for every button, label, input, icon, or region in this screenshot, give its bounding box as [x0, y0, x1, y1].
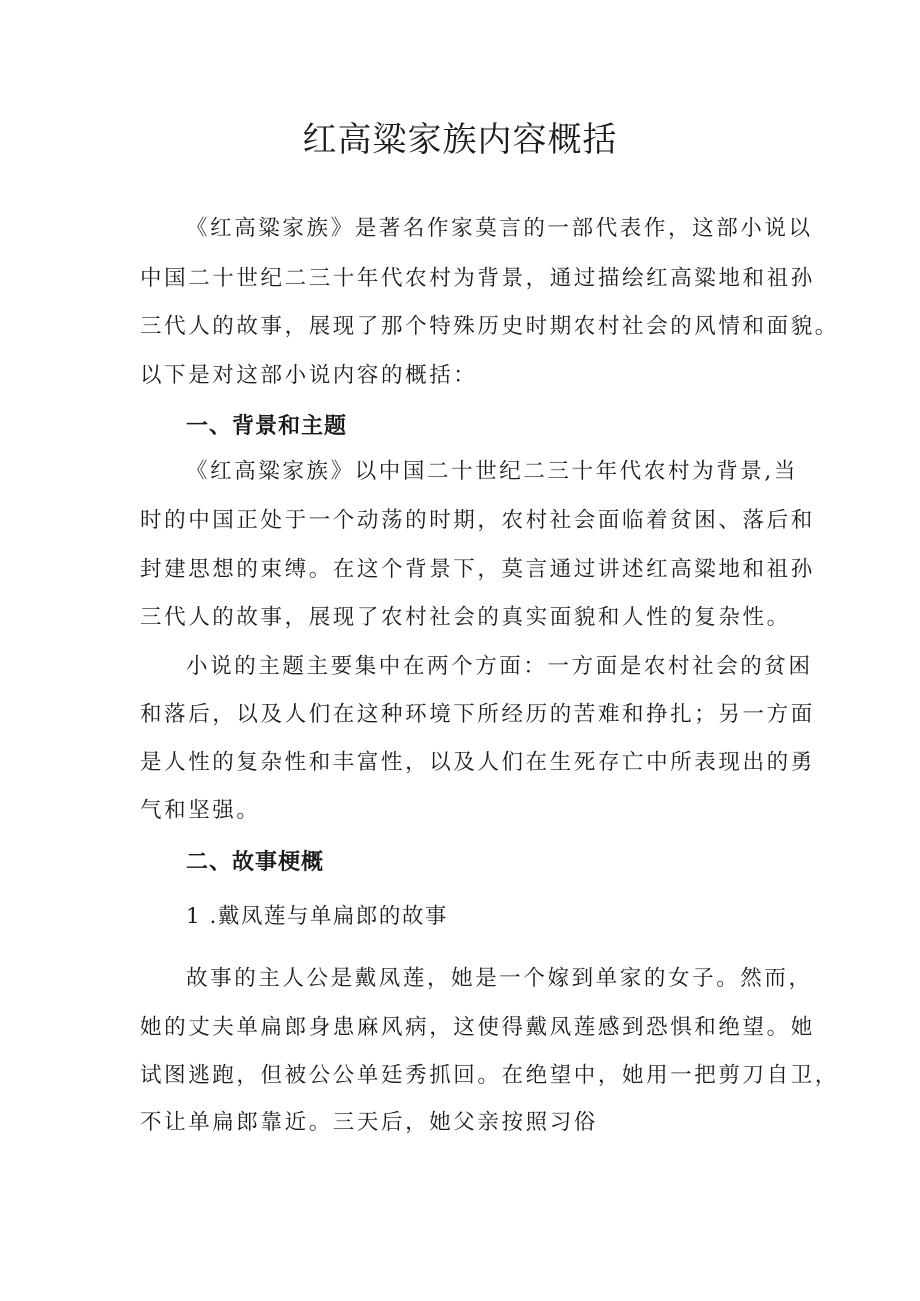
body-line: 是人性的复杂性和丰富性，以及人们在生死存亡中所表现出的勇 [140, 750, 815, 775]
body-line: 三代人的故事，展现了农村社会的真实面貌和人性的复杂性。 [140, 605, 791, 630]
intro-line: 中国二十世纪二三十年代农村为背景，通过描绘红高粱地和祖孙 [140, 266, 815, 291]
subsection-heading: 1 .戴凤莲与单扁郎的故事 [186, 904, 448, 929]
body-line: 她的丈夫单扁郎身患麻风病，这使得戴凤莲感到恐惧和绝望。她 [140, 1015, 815, 1040]
body-line: 时的中国正处于一个动荡的时期，农村社会面临着贫困、落后和 [140, 508, 815, 533]
intro-line: 以下是对这部小说内容的概括： [140, 363, 478, 388]
body-line: 故事的主人公是戴凤莲，她是一个嫁到单家的女子。然而， [186, 966, 813, 991]
body-line: 不让单扁郎靠近。三天后，她父亲按照习俗 [140, 1110, 598, 1135]
page-title: 红高粱家族内容概括 [302, 120, 618, 160]
section-heading-plot: 二、故事梗概 [186, 850, 325, 875]
section-heading-background: 一、背景和主题 [186, 414, 348, 439]
body-line: 小说的主题主要集中在两个方面：一方面是农村社会的贫困 [186, 654, 813, 679]
body-line: 气和坚强。 [140, 798, 261, 823]
intro-line: 三代人的故事，展现了那个特殊历史时期农村社会的风情和面貌。 [140, 314, 839, 339]
body-line: 封建思想的束缚。在这个背景下，莫言通过讲述红高粱地和祖孙 [140, 557, 815, 582]
intro-line: 《红高粱家族》是著名作家莫言的一部代表作，这部小说以 [186, 216, 813, 241]
body-line: 和落后，以及人们在这种环境下所经历的苦难和挣扎；另一方面 [140, 702, 815, 727]
body-line: 试图逃跑，但被公公单廷秀抓回。在绝望中，她用一把剪刀自卫， [140, 1063, 839, 1088]
body-line: 《红高粱家族》以中国二十世纪二三十年代农村为背景,当 [186, 459, 798, 484]
